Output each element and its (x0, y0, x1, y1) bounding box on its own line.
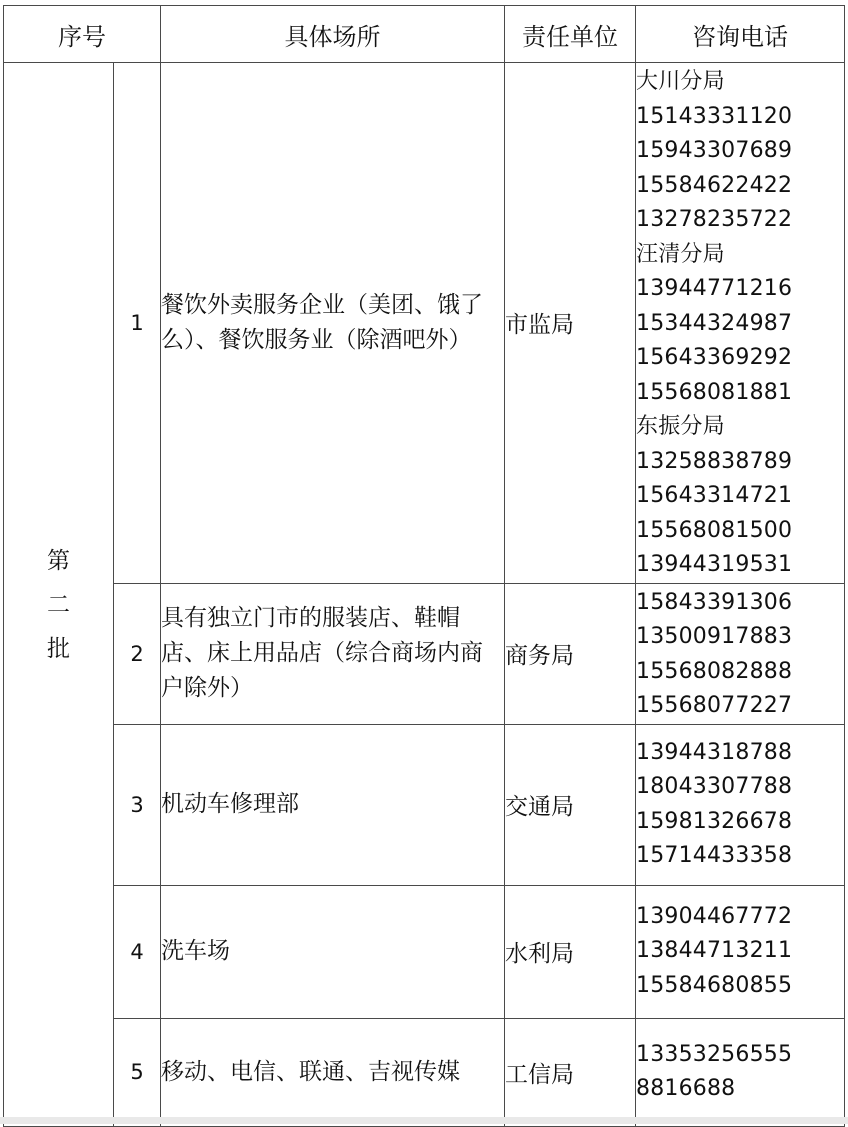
row-number: 3 (114, 724, 161, 885)
phone-line: 东振分局 (636, 414, 725, 439)
phone-line: 15714433358 (636, 843, 793, 868)
phone-line: 18043307788 (636, 774, 793, 799)
phone-line: 13944319531 (636, 552, 793, 577)
row-number: 1 (114, 63, 161, 584)
phone-line: 13944771216 (636, 276, 793, 301)
phone-cell (636, 583, 845, 724)
phone-line: 大川分局 (636, 69, 725, 94)
table-row (4, 583, 845, 724)
phone-line: 15568081881 (636, 379, 793, 405)
row-number: 5 (114, 1018, 161, 1126)
phone-cell (636, 724, 845, 885)
batch-char: 批 (47, 636, 70, 663)
place-cell: 餐饮外卖服务企业（美团、饿了么）、餐饮服务业（除酒吧外） (161, 63, 505, 584)
page-bottom-edge (0, 1117, 848, 1124)
phone-cell (636, 1018, 845, 1126)
batch-char: 二 (47, 592, 70, 619)
header-place: 具体场所 (161, 6, 505, 63)
batch-char: 第 (47, 548, 70, 575)
batch-label-cell (4, 63, 114, 1127)
table-row (4, 1018, 845, 1126)
place-cell: 机动车修理部 (161, 724, 505, 885)
phone-line: 13278235722 (636, 207, 793, 232)
batch-label (47, 543, 70, 667)
row-number: 2 (114, 583, 161, 724)
header-phone: 咨询电话 (636, 6, 845, 63)
place-cell: 洗车场 (161, 885, 505, 1018)
phone-line: 15584680855 (636, 972, 793, 998)
unit-cell: 工信局 (505, 1018, 636, 1126)
header-seq: 序号 (4, 6, 161, 63)
phone-line: 15568081500 (636, 517, 793, 543)
phone-line: 汪清分局 (636, 241, 725, 267)
table-row (4, 724, 845, 885)
phone-line: 15568077227 (636, 693, 793, 718)
header-unit: 责任单位 (505, 6, 636, 63)
place-cell: 具有独立门市的服装店、鞋帽店、床上用品店（综合商场内商户除外） (161, 583, 505, 724)
phone-line: 15643369292 (636, 345, 793, 370)
phone-line: 15344324987 (636, 310, 793, 336)
unit-cell: 交通局 (505, 724, 636, 885)
unit-cell: 水利局 (505, 885, 636, 1018)
phone-line: 13904467772 (636, 903, 793, 929)
unit-cell: 商务局 (505, 583, 636, 724)
responsibility-table (3, 5, 845, 1127)
phone-line: 15568082888 (636, 658, 793, 684)
phone-line: 15843391306 (636, 589, 793, 615)
phone-cell (636, 885, 845, 1018)
phone-line: 15981326678 (636, 808, 793, 834)
unit-cell: 市监局 (505, 63, 636, 584)
phone-line: 15584622422 (636, 172, 793, 198)
phone-line: 15643314721 (636, 483, 793, 508)
header-row (4, 6, 845, 63)
phone-cell (636, 63, 845, 584)
phone-line: 15943307689 (636, 138, 793, 163)
table-row (4, 885, 845, 1018)
place-cell: 移动、电信、联通、吉视传媒 (161, 1018, 505, 1126)
phone-line: 13500917883 (636, 624, 793, 649)
phone-line: 8816688 (636, 1076, 736, 1101)
phone-line: 15143331120 (636, 103, 793, 129)
table-row (4, 63, 845, 584)
row-number: 4 (114, 885, 161, 1018)
phone-line: 13844713211 (636, 938, 793, 964)
phone-line: 13944318788 (636, 739, 793, 765)
phone-line: 13258838789 (636, 448, 793, 474)
phone-line: 13353256555 (636, 1041, 793, 1067)
